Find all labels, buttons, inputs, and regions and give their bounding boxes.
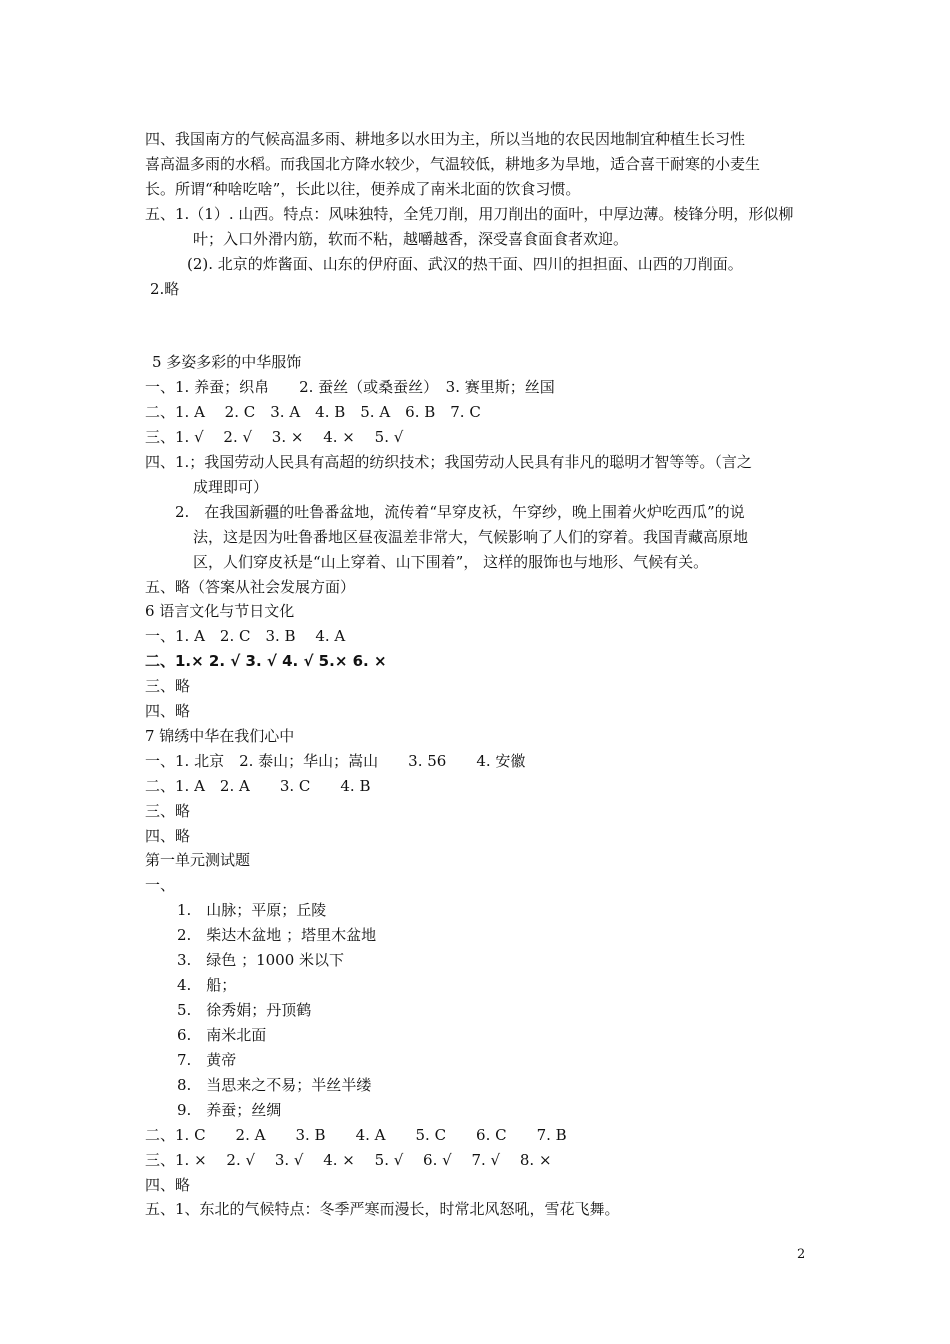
unit-q4: 四、略 [145, 1176, 191, 1194]
top-line-1: 四、我国南方的气候高温多雨、耕地多以水田为主，所以当地的农民因地制宜种植生长习性 [145, 130, 746, 148]
unit-q1-item: 7. 黄帝 [177, 1051, 237, 1069]
unit-q1-item: 9. 养蚕；丝绸 [177, 1101, 282, 1119]
page-number: 2 [797, 1247, 806, 1262]
unit-q1-item: 4. 船； [177, 976, 237, 994]
sec7-q4: 四、略 [145, 827, 191, 845]
unit-q1-label: 一、 [145, 876, 176, 894]
unit-q1-item: 3. 绿色 ；1000 米以下 [177, 951, 345, 969]
unit-q1-item: 1. 山脉；平原；丘陵 [177, 901, 327, 919]
unit-q3: 三、1. × 2. √ 3. √ 4. × 5. √ 6. √ 7. √ 8. × [145, 1151, 552, 1169]
unit-q1-item: 5. 徐秀娟；丹顶鹤 [177, 1001, 312, 1019]
top-line-6: (2). 北京的炸酱面、山东的伊府面、武汉的热干面、四川的担担面、山西的刀削面。 [187, 255, 743, 273]
section-6-title: 6 语言文化与节日文化 [145, 602, 295, 620]
sec6-q3: 三、略 [145, 677, 191, 695]
sec5-q4e: 区，人们穿皮袄是“山上穿着、山下围着”， 这样的服饰也与地形、气候有关。 [193, 553, 709, 571]
top-line-3: 长。所谓“种啥吃啥”，长此以往，便养成了南米北面的饮食习惯。 [145, 180, 581, 198]
sec5-q4c: 2. 在我国新疆的吐鲁番盆地，流传着“早穿皮袄，午穿纱，晚上围着火炉吃西瓜”的说 [175, 503, 745, 521]
sec5-q2: 二、1. A 2. C 3. A 4. B 5. A 6. B 7. C [145, 403, 481, 421]
top-line-4: 五、1.（1）. 山西。特点：风味独特，全凭刀削，用刀削出的面叶，中厚边薄。棱锋分明，形似柳 [145, 205, 794, 223]
top-line-5: 叶；入口外滑内筋，软而不粘，越嚼越香，深受喜食面食者欢迎。 [193, 230, 629, 248]
unit-q1-item: 8. 当思来之不易；半丝半缕 [177, 1076, 372, 1094]
top-line-2: 喜高温多雨的水稻。而我国北方降水较少，气温较低，耕地多为旱地，适合喜干耐寒的小麦生 [145, 155, 761, 173]
top-line-7: 2.略 [150, 280, 180, 298]
sec6-q2: 二、1.× 2. √ 3. √ 4. √ 5.× 6. × [145, 652, 387, 670]
unit-q1-item: 2. 柴达木盆地 ；塔里木盆地 [177, 926, 377, 944]
sec5-q5: 五、略（答案从社会发展方面） [145, 578, 356, 596]
sec5-q3: 三、1. √ 2. √ 3. × 4. × 5. √ [145, 428, 404, 446]
sec6-q4: 四、略 [145, 702, 191, 720]
sec5-q4b: 成理即可） [193, 478, 269, 496]
unit-q5: 五、1、东北的气候特点：冬季严寒而漫长，时常北风怒吼，雪花飞舞。 [145, 1200, 620, 1218]
section-7-title: 7 锦绣中华在我们心中 [145, 727, 295, 745]
unit-q2: 二、1. C 2. A 3. B 4. A 5. C 6. C 7. B [145, 1126, 567, 1144]
sec5-q1: 一、1. 养蚕；织帛 2. 蚕丝（或桑蚕丝） 3. 赛里斯；丝国 [145, 378, 555, 396]
unit-test-title: 第一单元测试题 [145, 851, 251, 869]
sec7-q1: 一、1. 北京 2. 泰山；华山；嵩山 3. 56 4. 安徽 [145, 752, 526, 770]
unit-q1-item: 6. 南米北面 [177, 1026, 267, 1044]
sec5-q4d: 法，这是因为吐鲁番地区昼夜温差非常大，气候影响了人们的穿着。我国青藏高原地 [193, 528, 749, 546]
sec6-q1: 一、1. A 2. C 3. B 4. A [145, 627, 346, 645]
sec5-q4a: 四、1.；我国劳动人民具有高超的纺织技术；我国劳动人民具有非凡的聪明才智等等。（言之 [145, 453, 752, 471]
sec7-q2: 二、1. A 2. A 3. C 4. B [145, 777, 371, 795]
sec7-q3: 三、略 [145, 802, 191, 820]
section-5-title: 5 多姿多彩的中华服饰 [152, 353, 302, 371]
